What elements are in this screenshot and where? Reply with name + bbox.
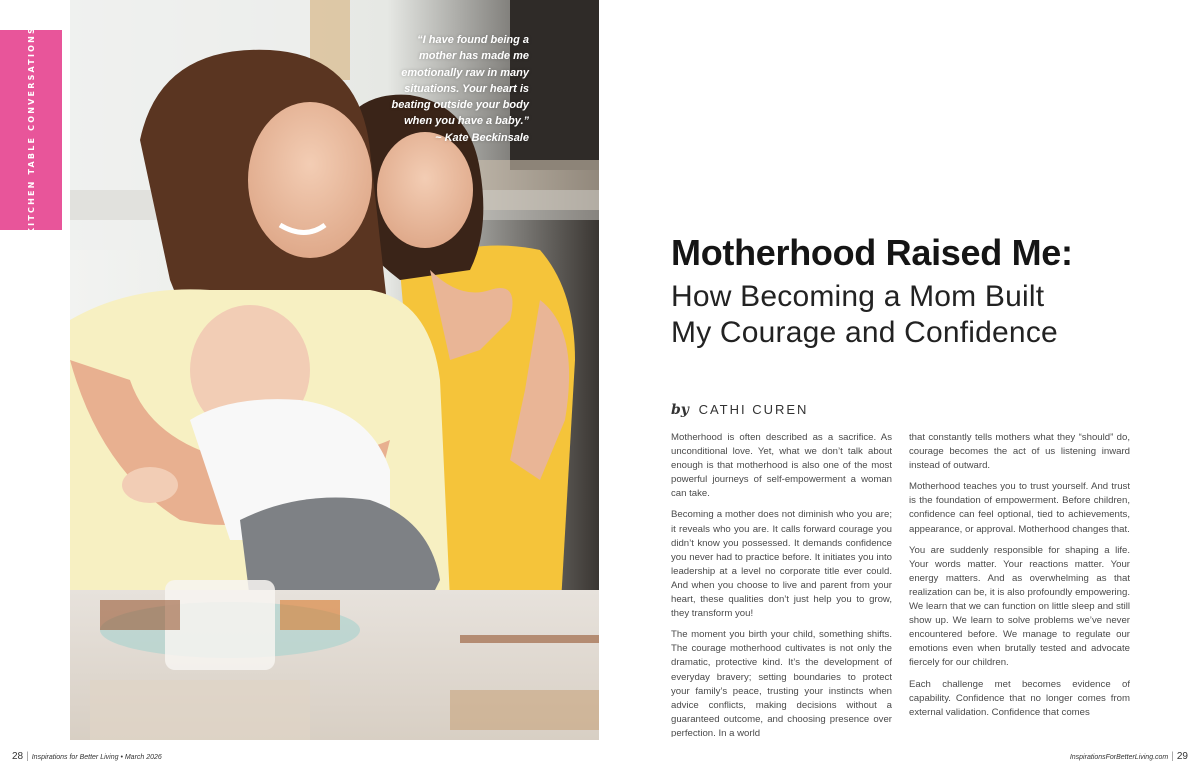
website-url: InspirationsForBetterLiving.com [1069, 754, 1169, 761]
article-column-2 [909, 431, 1130, 737]
footer-left: 28 | Inspirations for Better Living • March 2026 [12, 751, 162, 762]
page-number-left: 28 [12, 751, 24, 762]
page-number-right: 29 [1176, 751, 1188, 762]
paragraph: Motherhood teaches you to trust yourself. And trust is the foundation of empowerment. Before children, confidence can feel optional, tied to achievements, appearance, or approval. Motherhood changes that. [909, 481, 1130, 535]
article-subtitle-line: My Courage and Confidence [671, 316, 1058, 349]
quote-line: emotionally raw in many [401, 66, 529, 79]
hero-photo [70, 0, 599, 740]
author-name: CATHI CUREN [698, 402, 809, 417]
byline-prefix: by [671, 402, 689, 418]
quote-line: mother has made me [418, 50, 529, 63]
quote-line: “I have found being a [417, 34, 529, 46]
quote-attribution: ~ Kate Beckinsale [435, 131, 529, 144]
article-subtitle-line: How Becoming a Mom Built [671, 280, 1045, 313]
pull-quote [339, 32, 529, 146]
paragraph: Motherhood is often described as a sacrifice. As unconditional love. Yet, what we don’t talk about enough is that motherhood is also one of the most powerful journeys of self-empowerment a woman can take. [671, 432, 892, 500]
paragraph: The moment you birth your child, something shifts. The courage motherhood cultivates is not only the dramatic, protective kind. It’s the development of everyday bravery; setting boundaries to protect your family’s peace, trusting your instincts when advice conflicts, making decisions without a guaranteed outcome, and choosing presence over perfection. In a world [671, 629, 892, 737]
footer-right: InspirationsForBetterLiving.com | 29 [1069, 751, 1188, 762]
quote-line: beating outside your body [391, 99, 529, 112]
quote-line: situations. Your heart is [404, 82, 529, 95]
byline [671, 402, 808, 418]
paragraph: that constantly tells mothers what they “should” do, courage becomes the act of us listening inward instead of outward. [909, 432, 1130, 472]
paragraph: Each challenge met becomes evidence of capability. Confidence that no longer comes from external validation. Confidence that comes [909, 678, 1130, 718]
paragraph: You are suddenly responsible for shaping a life. Your words matter. Your reactions matter. Your energy matters. And as overwhelming as that realization can be, it is also profoundly empowering. We learn that we can function on little sleep and still show up. We learn to solve problems we’ve never encountered before. We manage to regulate our emotions even when brutally tested and advocate fiercely for our children. [909, 544, 1130, 669]
section-tab [0, 25, 62, 235]
quote-line: when you have a baby.” [404, 115, 529, 128]
paragraph: Becoming a mother does not diminish who you are; it reveals who you are. It calls forward courage you didn’t know you possessed. It demands confidence you never had to practice before. It initiates you into leadership at a level no corporate title ever could. And when you choose to live and parent from your heart, these qualities don’t just help you to grow, they transform you! [671, 509, 892, 620]
section-tab-label: KITCHEN TABLE CONVERSATIONS [26, 25, 36, 235]
article-column-1 [671, 431, 892, 737]
article-title: Motherhood Raised Me: [671, 232, 1073, 273]
publication-name: Inspirations for Better Living • March 2026 [31, 754, 162, 761]
